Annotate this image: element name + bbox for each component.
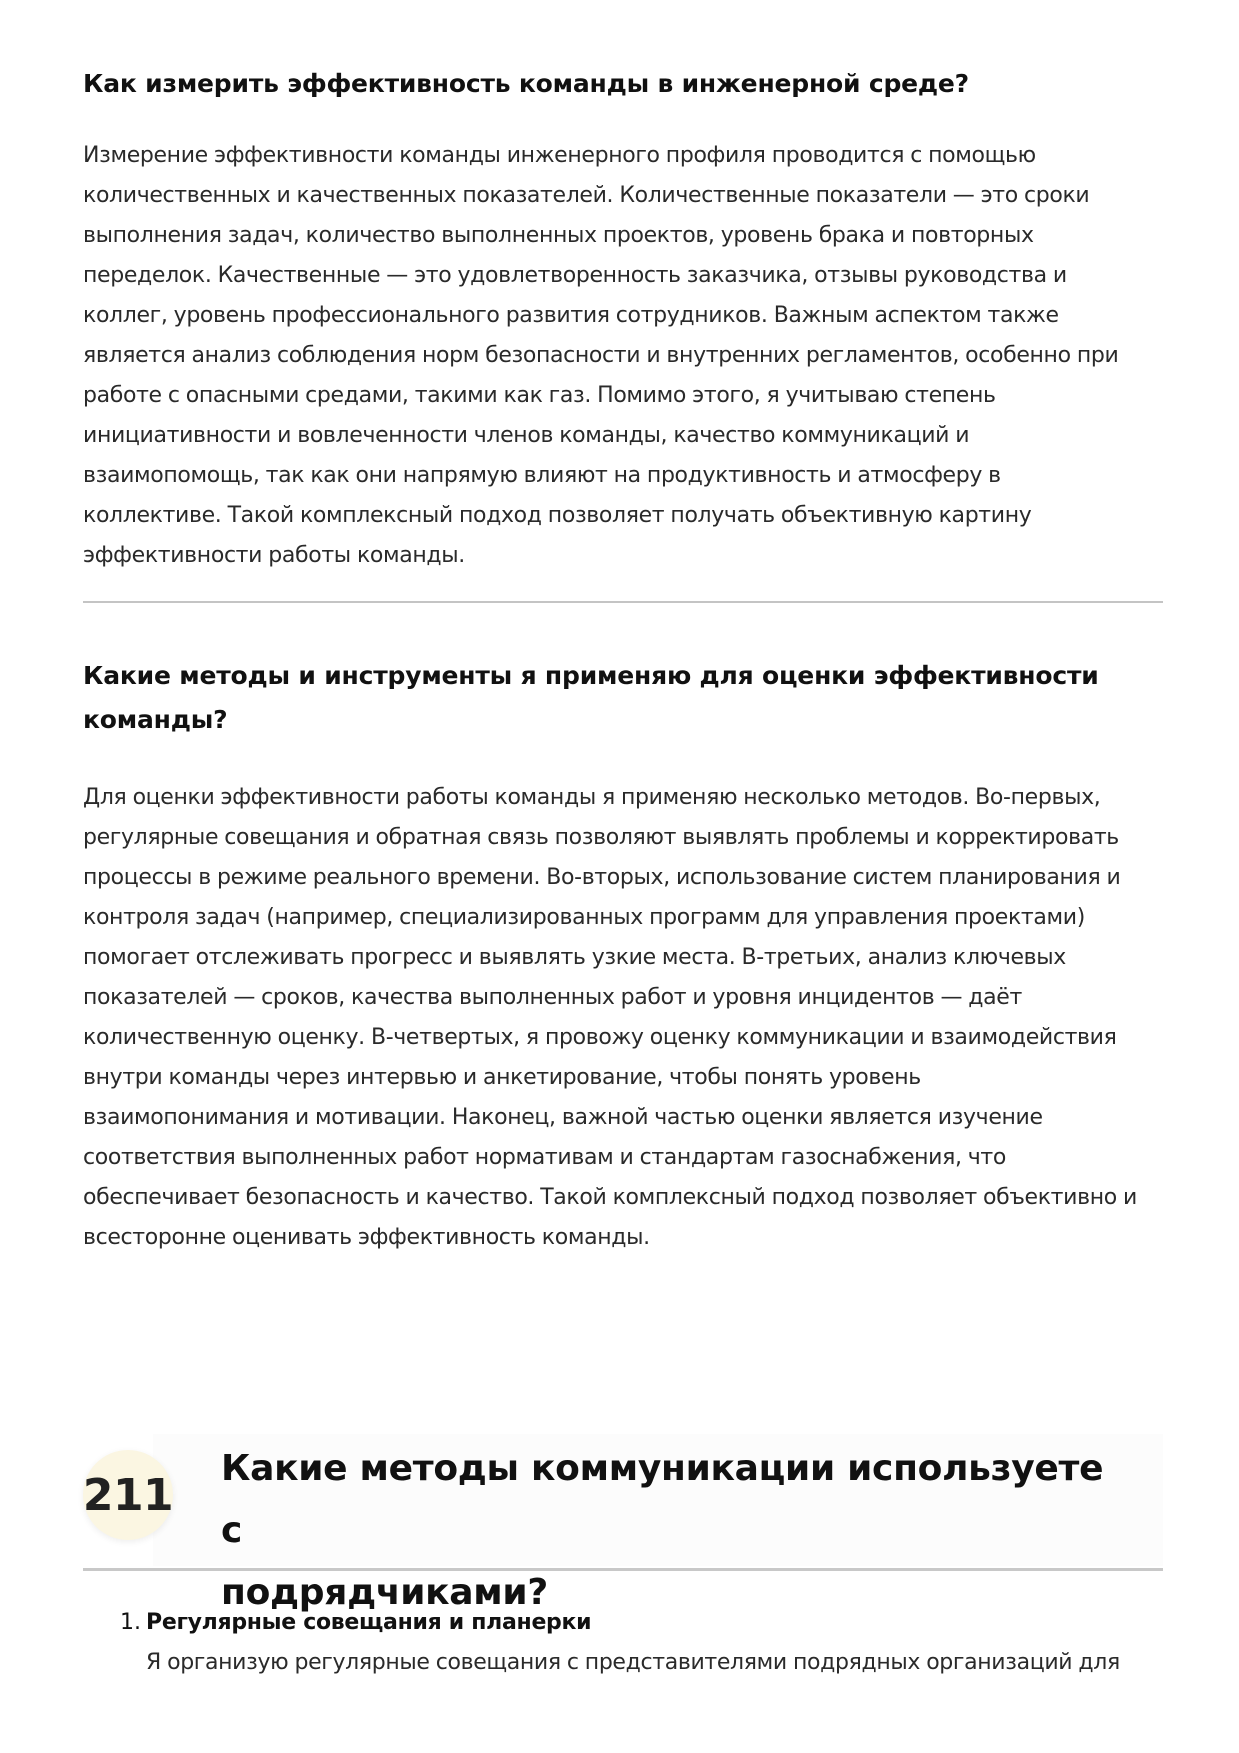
answer-line: количественных и качественных показателей. Количественные показатели — это сроки: [83, 183, 1090, 208]
answer-line: обеспечивает безопасность и качество. Такой комплексный подход позволяет объективно и: [83, 1185, 1137, 1210]
answer-line: Измерение эффективности команды инженерного профиля проводится с помощью: [83, 143, 1036, 168]
question-line: Какие методы и инструменты я применяю для оценки эффективности: [83, 661, 1099, 690]
answer-line: взаимопонимания и мотивации. Наконец, важной частью оценки является изучение: [83, 1105, 1043, 1130]
section-1-question: Как измерить эффективность команды в инженерной среде?: [83, 69, 969, 98]
answer-line: Для оценки эффективности работы команды я применяю несколько методов. Во-первых,: [83, 785, 1101, 810]
question-line: команды?: [83, 705, 228, 734]
list-item: [83, 1603, 1163, 1683]
list-item-title: Регулярные совещания и планерки: [146, 1610, 592, 1635]
question-title: [221, 1438, 1121, 1624]
question-number-badge: 211: [83, 1450, 173, 1540]
answer-line: выполнения задач, количество выполненных проектов, уровень брака и повторных: [83, 223, 1034, 248]
answer-line: является анализ соблюдения норм безопасности и внутренних регламентов, особенно при: [83, 343, 1119, 368]
section-divider: [83, 601, 1163, 603]
answer-line: взаимопомощь, так как они напрямую влияют на продуктивность и атмосферу в: [83, 463, 1001, 488]
answer-line: контроля задач (например, специализированных программ для управления проектами): [83, 905, 1085, 930]
answer-line: инициативности и вовлеченности членов команды, качество коммуникаций и: [83, 423, 970, 448]
answer-line: эффективности работы команды.: [83, 543, 465, 568]
answer-line: внутри команды через интервью и анкетирование, чтобы понять уровень: [83, 1065, 921, 1090]
question-title-line: Какие методы коммуникации используете с: [221, 1448, 1104, 1551]
section-2-question: [83, 654, 1163, 742]
section-2-answer: [83, 778, 1163, 1258]
answer-line: всесторонне оценивать эффективность команды.: [83, 1225, 650, 1250]
answer-line: количественную оценку. В-четвертых, я провожу оценку коммуникации и взаимодействия: [83, 1025, 1117, 1050]
answer-line: процессы в режиме реального времени. Во-вторых, использование систем планирования и: [83, 865, 1121, 890]
answer-line: показателей — сроков, качества выполненных работ и уровня инцидентов — даёт: [83, 985, 1022, 1010]
list-item-text: Я организую регулярные совещания с представителями подрядных организаций для: [146, 1650, 1120, 1675]
section-1-answer: [83, 136, 1163, 576]
question-title-line: подрядчиками?: [221, 1572, 548, 1613]
answer-line: регулярные совещания и обратная связь позволяют выявлять проблемы и корректировать: [83, 825, 1119, 850]
answer-line: помогает отслеживать прогресс и выявлять узкие места. В-третьих, анализ ключевых: [83, 945, 1066, 970]
answer-line: коллективе. Такой комплексный подход позволяет получать объективную картину: [83, 503, 1032, 528]
answer-line: переделок. Качественные — это удовлетворенность заказчика, отзывы руководства и: [83, 263, 1067, 288]
answer-line: коллег, уровень профессионального развития сотрудников. Важным аспектом также: [83, 303, 1059, 328]
list-item-number: 1.: [120, 1610, 141, 1635]
question-block: [82, 1434, 1163, 1613]
answer-line: работе с опасными средами, такими как газ. Помимо этого, я учитываю степень: [83, 383, 996, 408]
answer-list: [83, 1603, 1163, 1683]
answer-line: соответствия выполненных работ нормативам и стандартам газоснабжения, что: [83, 1145, 1006, 1170]
